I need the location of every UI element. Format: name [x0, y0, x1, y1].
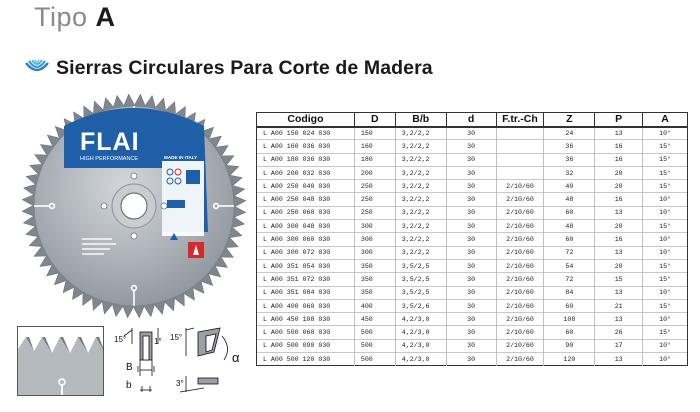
table-row	[257, 353, 688, 366]
cell-p: 17	[595, 339, 643, 352]
cell-ftrch: 2/10/60	[496, 206, 544, 219]
table-row	[257, 153, 688, 166]
cell-p: 13	[595, 246, 643, 259]
cell-bore: 30	[446, 127, 496, 140]
cell-d: 200	[354, 166, 395, 179]
cell-z: 72	[544, 273, 595, 286]
cell-bore: 30	[446, 246, 496, 259]
cell-ftrch: 2/10/60	[496, 233, 544, 246]
cell-z: 90	[544, 339, 595, 352]
cell-bb: 3,2/2,2	[395, 140, 446, 153]
cell-a: 10°	[643, 127, 688, 140]
cell-bb: 3,2/2,2	[395, 180, 446, 193]
cell-d: 500	[354, 353, 395, 366]
cell-d: 250	[354, 193, 395, 206]
cell-bore: 30	[446, 180, 496, 193]
cell-ftrch: 2/10/60	[496, 193, 544, 206]
blade-tagline: HIGH PERFORMANCE	[80, 156, 139, 162]
cell-a: 15°	[643, 273, 688, 286]
cell-d: 180	[354, 153, 395, 166]
cell-d: 300	[354, 220, 395, 233]
table-row	[257, 286, 688, 299]
cell-z: 24	[544, 127, 595, 140]
cell-p: 20	[595, 259, 643, 272]
cell-z: 40	[544, 180, 595, 193]
cell-codigo: L A00 351 072 030	[257, 273, 355, 286]
cell-codigo: L A00 160 036 030	[257, 140, 355, 153]
table-row	[257, 193, 688, 206]
spec-table	[256, 112, 688, 366]
cell-z: 48	[544, 220, 595, 233]
table-row	[257, 326, 688, 339]
table-row	[257, 206, 688, 219]
type-prefix: Tipo	[34, 2, 88, 32]
cell-bore: 30	[446, 353, 496, 366]
table-body	[257, 127, 688, 366]
blade-brand: FLAI	[80, 128, 140, 156]
table-row	[257, 180, 688, 193]
cell-p: 26	[595, 326, 643, 339]
cell-d: 250	[354, 180, 395, 193]
cell-z: 60	[544, 206, 595, 219]
cell-ftrch: 2/10/60	[496, 313, 544, 326]
cell-p: 20	[595, 166, 643, 179]
cell-a: 15°	[643, 153, 688, 166]
col-header-z: Z	[544, 113, 595, 127]
table-row	[257, 246, 688, 259]
col-header-p: P	[595, 113, 643, 127]
cell-bb: 3,2/2,2	[395, 246, 446, 259]
cell-bore: 30	[446, 233, 496, 246]
col-header-bore: d	[446, 113, 496, 127]
cell-p: 16	[595, 193, 643, 206]
cell-z: 60	[544, 233, 595, 246]
cell-ftrch: 2/10/60	[496, 339, 544, 352]
table-row	[257, 127, 688, 140]
cell-d: 160	[354, 140, 395, 153]
cell-p: 20	[595, 180, 643, 193]
cell-bore: 30	[446, 299, 496, 312]
cell-ftrch: 2/10/60	[496, 220, 544, 233]
cell-ftrch: 2/10/60	[496, 299, 544, 312]
cell-p: 13	[595, 313, 643, 326]
cell-d: 300	[354, 246, 395, 259]
cell-d: 400	[354, 299, 395, 312]
cell-bore: 30	[446, 339, 496, 352]
cell-bb: 3,2/2,2	[395, 166, 446, 179]
tooth-closeup-image	[18, 327, 104, 396]
cell-p: 21	[595, 299, 643, 312]
cell-bore: 30	[446, 220, 496, 233]
cell-z: 48	[544, 193, 595, 206]
wave-logo-icon	[24, 59, 50, 79]
cell-bore: 30	[446, 286, 496, 299]
cell-a: 10°	[643, 286, 688, 299]
cell-bb: 3,5/2,5	[395, 259, 446, 272]
type-title	[34, 2, 116, 33]
cell-p: 15	[595, 273, 643, 286]
cell-bore: 30	[446, 140, 496, 153]
cell-p: 16	[595, 140, 643, 153]
angle-bottom-label: 3°	[176, 379, 184, 388]
table-row	[257, 233, 688, 246]
angle-top-left-label: 15°	[114, 335, 127, 344]
table-header-row	[257, 113, 688, 127]
cell-p: 20	[595, 220, 643, 233]
cell-d: 150	[354, 127, 395, 140]
cell-bore: 30	[446, 313, 496, 326]
cell-bb: 4,2/3,0	[395, 313, 446, 326]
cell-a: 10°	[643, 313, 688, 326]
cell-ftrch: 2/10/60	[496, 246, 544, 259]
cell-bore: 30	[446, 259, 496, 272]
cell-bore: 30	[446, 166, 496, 179]
tooth-closeup-inset	[17, 326, 104, 396]
cell-a: 15°	[643, 220, 688, 233]
cell-bore: 30	[446, 153, 496, 166]
cell-a: 15°	[643, 299, 688, 312]
cell-bb: 3,5/2,5	[395, 286, 446, 299]
cell-codigo: L A00 400 060 030	[257, 299, 355, 312]
cell-ftrch: 2/10/60	[496, 353, 544, 366]
cell-bb: 4,2/3,0	[395, 339, 446, 352]
table-row	[257, 259, 688, 272]
cell-bore: 30	[446, 193, 496, 206]
table-row	[257, 166, 688, 179]
cell-codigo: L A00 500 060 030	[257, 326, 355, 339]
cell-codigo: L A00 351 084 030	[257, 286, 355, 299]
cell-a: 10°	[643, 233, 688, 246]
cell-ftrch	[496, 127, 544, 140]
cell-a: 10°	[643, 353, 688, 366]
cell-bb: 3,5/2,5	[395, 273, 446, 286]
cell-z: 36	[544, 153, 595, 166]
cell-z: 54	[544, 259, 595, 272]
cell-bb: 3,2/2,2	[395, 206, 446, 219]
cell-bb: 3,2/2,2	[395, 153, 446, 166]
cell-codigo: L A00 500 090 030	[257, 339, 355, 352]
cell-d: 300	[354, 233, 395, 246]
table-row	[257, 299, 688, 312]
cell-codigo: L A00 180 036 030	[257, 153, 355, 166]
b-lower-label: b	[126, 380, 132, 391]
cell-ftrch: 2/10/60	[496, 286, 544, 299]
col-header-bb: B/b	[395, 113, 446, 127]
cell-z: 60	[544, 326, 595, 339]
cell-codigo: L A00 450 108 030	[257, 313, 355, 326]
b-upper-label: B	[126, 362, 133, 373]
cell-z: 60	[544, 299, 595, 312]
angle-small-label: 1°	[154, 337, 162, 346]
cell-a: 10°	[643, 339, 688, 352]
cell-p: 13	[595, 206, 643, 219]
saw-blade-image	[20, 92, 248, 320]
cell-z: 72	[544, 246, 595, 259]
cell-d: 350	[354, 273, 395, 286]
cell-bb: 4,2/3,0	[395, 353, 446, 366]
cell-bore: 30	[446, 206, 496, 219]
col-header-d: D	[354, 113, 395, 127]
cell-z: 84	[544, 286, 595, 299]
cell-d: 250	[354, 206, 395, 219]
cell-codigo: L A00 150 024 030	[257, 127, 355, 140]
cell-a: 15°	[643, 259, 688, 272]
cell-p: 16	[595, 153, 643, 166]
type-letter: A	[95, 2, 116, 32]
cell-bb: 3,2/2,2	[395, 193, 446, 206]
cell-a: 10°	[643, 206, 688, 219]
table-row	[257, 273, 688, 286]
table-row	[257, 220, 688, 233]
table-row	[257, 140, 688, 153]
cell-d: 500	[354, 326, 395, 339]
col-header-a: A	[643, 113, 688, 127]
cell-a: 15°	[643, 166, 688, 179]
heading-text: Sierras Circulares Para Corte de Madera	[56, 57, 433, 79]
cell-a: 10°	[643, 193, 688, 206]
cell-a: 10°	[643, 246, 688, 259]
cell-p: 13	[595, 127, 643, 140]
cell-codigo: L A00 300 072 030	[257, 246, 355, 259]
cell-ftrch: 2/10/60	[496, 326, 544, 339]
col-header-ftrch: F.tr.-Ch	[496, 113, 544, 127]
cell-d: 450	[354, 313, 395, 326]
cell-codigo: L A00 300 060 030	[257, 233, 355, 246]
cell-bore: 30	[446, 326, 496, 339]
col-header-codigo: Codigo	[257, 113, 355, 127]
cell-bore: 30	[446, 273, 496, 286]
cell-d: 350	[354, 259, 395, 272]
cell-bb: 3,2/2,2	[395, 220, 446, 233]
cell-d: 500	[354, 339, 395, 352]
cell-p: 13	[595, 286, 643, 299]
cell-ftrch: 2/10/60	[496, 180, 544, 193]
cell-p: 13	[595, 353, 643, 366]
cell-bb: 3,5/2,6	[395, 299, 446, 312]
cell-codigo: L A00 200 032 030	[257, 166, 355, 179]
cell-codigo: L A00 250 048 030	[257, 193, 355, 206]
cell-codigo: L A00 500 120 030	[257, 353, 355, 366]
cell-bb: 3,2/2,2	[395, 127, 446, 140]
table-row	[257, 313, 688, 326]
cell-bb: 3,2/2,2	[395, 233, 446, 246]
cell-ftrch	[496, 166, 544, 179]
cell-codigo: L A00 300 048 030	[257, 220, 355, 233]
cell-z: 32	[544, 166, 595, 179]
blade-origin: MADE IN ITALY	[164, 155, 198, 160]
tooth-geometry-diagram	[110, 326, 250, 398]
cell-codigo: L A00 250 060 030	[257, 206, 355, 219]
cell-ftrch: 2/10/60	[496, 259, 544, 272]
cell-z: 108	[544, 313, 595, 326]
cell-bb: 4,2/3,0	[395, 326, 446, 339]
cell-a: 15°	[643, 180, 688, 193]
cell-d: 350	[354, 286, 395, 299]
alpha-label: α	[232, 350, 240, 365]
cell-z: 120	[544, 353, 595, 366]
section-heading	[24, 57, 433, 80]
cell-a: 15°	[643, 326, 688, 339]
table-row	[257, 339, 688, 352]
cell-ftrch: 2/10/60	[496, 273, 544, 286]
cell-codigo: L A00 351 054 030	[257, 259, 355, 272]
cell-ftrch	[496, 140, 544, 153]
cell-p: 16	[595, 233, 643, 246]
cell-ftrch	[496, 153, 544, 166]
cell-a: 15°	[643, 140, 688, 153]
cell-z: 36	[544, 140, 595, 153]
angle-top-right-label: 15°	[170, 333, 183, 342]
cell-codigo: L A00 250 040 030	[257, 180, 355, 193]
